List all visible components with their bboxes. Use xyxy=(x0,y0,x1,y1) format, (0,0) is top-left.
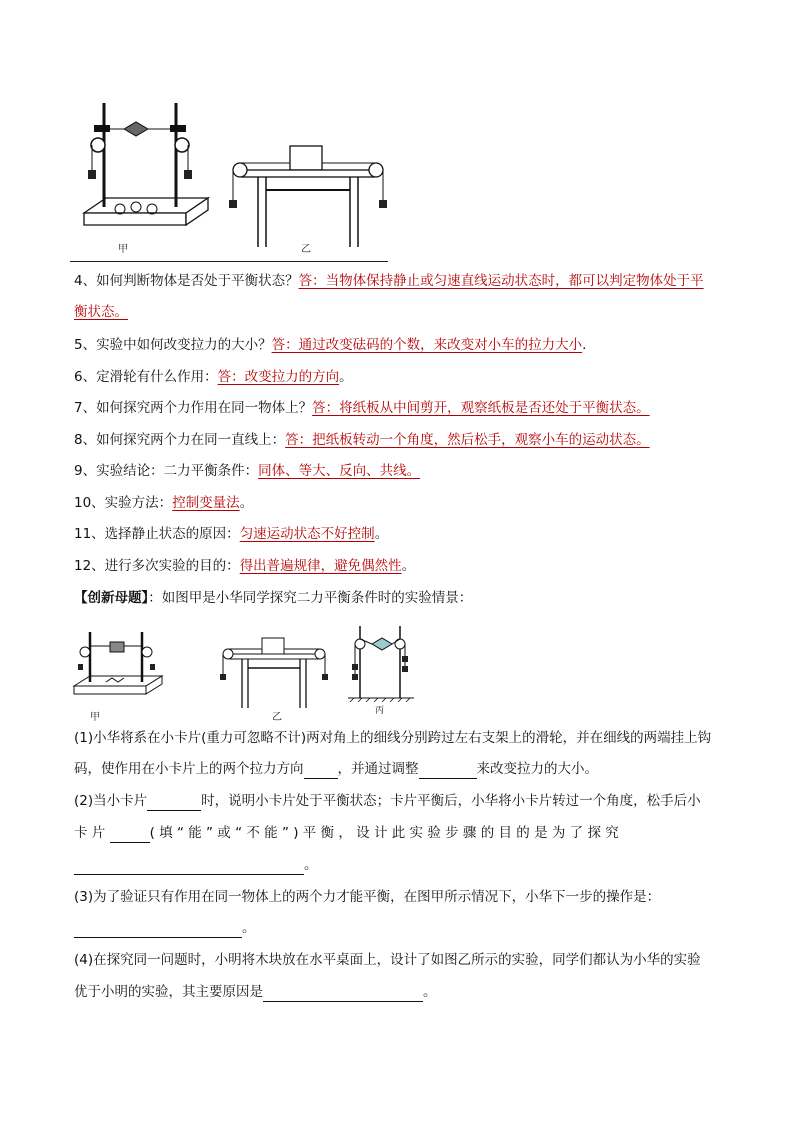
figure-yi-top xyxy=(228,142,388,250)
caption-yi-mid: 乙 xyxy=(272,712,282,723)
question-text: 11、选择静止状态的原因： xyxy=(74,526,240,542)
sub-text: 时，说明小卡片处于平衡状态；卡片平衡后，小华将小卡片转过一个角度，松手后小 xyxy=(201,793,701,809)
item-12 xyxy=(74,556,724,576)
item-5 xyxy=(74,335,724,355)
answer-text: 答：改变拉力的方向 xyxy=(217,369,340,385)
sub-text: (3)为了验证只有作用在同一物体上的两个力才能平衡，在图甲所示情况下，小华下一步的操作是： xyxy=(74,889,661,905)
sub-1-line-1 xyxy=(74,728,724,748)
sub-text: 卡 片 xyxy=(74,825,106,841)
mother-question-intro xyxy=(74,588,724,608)
question-text: 7、如何探究两个力作用在同一物体上？ xyxy=(74,400,313,416)
sub-1-line-2 xyxy=(74,759,724,779)
sub-text: ( 填 “ 能 ” 或 “ 不 能 ” ) 平 衡 ， 设 计 此 实 验 步 骤 的 目 的 是 为 了 探 究 xyxy=(149,825,619,841)
answer-text: 控制变量法 xyxy=(172,495,240,511)
answer-blank[interactable] xyxy=(110,828,150,843)
sub-text: 。 xyxy=(242,920,256,936)
sub-text: ，并通过调整 xyxy=(337,761,419,777)
sub-2-line-1 xyxy=(74,791,724,811)
answer-blank[interactable] xyxy=(147,796,201,811)
caption-jia-mid: 甲 xyxy=(90,712,100,723)
sub-2-line-2 xyxy=(74,823,724,843)
sub-text: 。 xyxy=(423,984,437,1000)
tail-punct: 。 xyxy=(401,558,416,574)
question-text: 8、如何探究两个力在同一直线上： xyxy=(74,432,286,448)
answer-text: 得出普遍规律，避免偶然性 xyxy=(239,558,402,574)
answer-blank[interactable] xyxy=(74,923,242,938)
answer-text: 衡状态。 xyxy=(74,304,128,320)
caption-bing-mid: 丙 xyxy=(375,706,385,716)
sub-3-line-2 xyxy=(74,918,724,938)
figure-yi-mid xyxy=(218,632,330,710)
tail-punct: 。 xyxy=(239,495,254,511)
item-6 xyxy=(74,367,724,387)
question-text: 4、如何判断物体是否处于平衡状态？ xyxy=(74,273,299,289)
sub-text: 优于小明的实验，其主要原因是 xyxy=(74,984,263,1000)
item-8 xyxy=(74,430,724,450)
sub-4-line-1 xyxy=(74,950,724,970)
answer-text: 答：将纸板从中间剪开，观察纸板是否还处于平衡状态。 xyxy=(312,400,650,416)
answer-blank[interactable] xyxy=(419,764,477,779)
sub-text: (1)小华将系在小卡片(重力可忽略不计)两对角上的细线分别跨过左右支架上的滑轮，并在细线的两端挂上钩 xyxy=(74,730,712,746)
answer-text: 匀速运动状态不好控制 xyxy=(239,526,375,542)
sub-text: 码，使作用在小卡片上的两个拉力方向 xyxy=(74,761,304,777)
question-text: 12、进行多次实验的目的： xyxy=(74,558,240,574)
tail-punct: 。 xyxy=(374,526,389,542)
question-text: 10、实验方法： xyxy=(74,495,173,511)
sub-text: (4)在探究同一问题时，小明将木块放在水平桌面上，设计了如图乙所示的实验，同学们都认为小华的实验 xyxy=(74,952,701,968)
sub-text: (2)当小卡片 xyxy=(74,793,148,809)
answer-text: 同体、等大、反向、共线。 xyxy=(258,463,421,479)
question-text: 6、定滑轮有什么作用： xyxy=(74,369,218,385)
sub-2-line-3 xyxy=(74,855,724,875)
figure-jia-mid xyxy=(70,628,166,704)
answer-blank[interactable] xyxy=(263,987,423,1002)
item-11 xyxy=(74,524,724,544)
figure-bing-mid xyxy=(346,622,416,702)
item-4-cont xyxy=(74,302,724,322)
item-10 xyxy=(74,493,724,513)
answer-text: 答：通过改变砝码的个数，来改变对小车的拉力大小 xyxy=(271,337,583,353)
figure-jia-top xyxy=(76,95,211,235)
mother-label: 【创新母题】 xyxy=(74,590,149,606)
question-text: 9、实验结论：二力平衡条件： xyxy=(74,463,259,479)
answer-text: 答：当物体保持静止或匀速直线运动状态时，都可以判定物体处于平 xyxy=(298,273,704,289)
answer-blank[interactable] xyxy=(304,764,338,779)
tail-punct: . xyxy=(582,337,587,353)
sub-3-line-1 xyxy=(74,887,724,907)
item-4 xyxy=(74,271,724,291)
item-7 xyxy=(74,398,724,418)
caption-yi-top: 乙 xyxy=(301,244,311,255)
caption-jia-top: 甲 xyxy=(118,244,128,255)
sub-4-line-2 xyxy=(74,982,724,1002)
item-9 xyxy=(74,461,724,481)
tail-punct: 。 xyxy=(339,369,353,385)
sub-text: 。 xyxy=(304,857,318,873)
mother-text: ：如图甲是小华同学探究二力平衡条件时的实验情景： xyxy=(148,590,473,606)
question-text: 5、实验中如何改变拉力的大小？ xyxy=(74,337,272,353)
answer-blank[interactable] xyxy=(74,860,304,875)
separator-line xyxy=(70,261,388,262)
sub-text: 来改变拉力的大小。 xyxy=(476,761,598,777)
answer-text: 答：把纸板转动一个角度，然后松手，观察小车的运动状态。 xyxy=(285,432,650,448)
